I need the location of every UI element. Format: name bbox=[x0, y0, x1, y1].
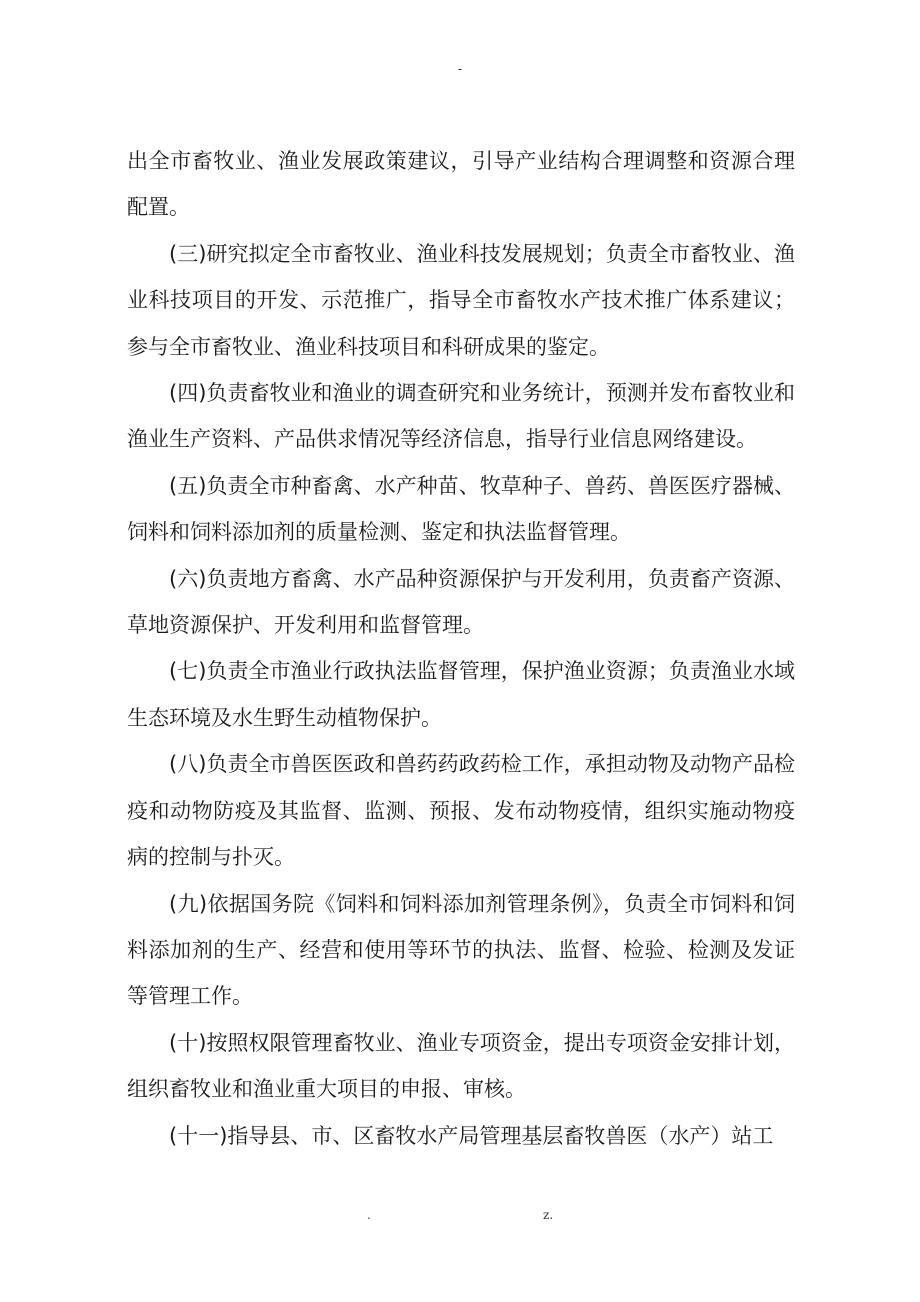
paragraph-item-10: (十)按照权限管理畜牧业、渔业专项资金，提出专项资金安排计划，组织畜牧业和渔业重大项目的申报、审核。 bbox=[127, 1030, 795, 1102]
paragraph-continuation: 出全市畜牧业、渔业发展政策建议，引导产业结构合理调整和资源合理配置。 bbox=[127, 149, 795, 220]
document-body bbox=[127, 138, 795, 1159]
paragraph-item-6: (六)负责地方畜禽、水产品种资源保护与开发利用，负责畜产资源、草地资源保护、开发利用和监督管理。 bbox=[127, 566, 795, 638]
paragraph-item-9: (九)依据国务院《饲料和饲料添加剂管理条例》，负责全市饲料和饲料添加剂的生产、经营和使用等环节的执法、监督、检验、检测及发证等管理工作。 bbox=[127, 891, 795, 1009]
paragraph-item-5: (五)负责全市种畜禽、水产种苗、牧草种子、兽药、兽医医疗器械、饲料和饲料添加剂的质量检测、鉴定和执法监督管理。 bbox=[127, 473, 795, 545]
paragraph-item-3: (三)研究拟定全市畜牧业、渔业科技发展规划；负责全市畜牧业、渔业科技项目的开发、示范推广，指导全市畜牧水产技术推广体系建议；参与全市畜牧业、渔业科技项目和科研成果的鉴定。 bbox=[127, 241, 795, 359]
paragraph-item-7: (七)负责全市渔业行政执法监督管理，保护渔业资源；负责渔业水域生态环境及水生野生动植物保护。 bbox=[127, 659, 795, 730]
paragraph-item-11: (十一)指导县、市、区畜牧水产局管理基层畜牧兽医（水产）站工 bbox=[169, 1123, 774, 1148]
footer-left-mark: . bbox=[367, 1208, 371, 1222]
header-mark: - bbox=[457, 62, 463, 76]
paragraph-item-8: (八)负责全市兽医医政和兽药药政药检工作，承担动物及动物产品检疫和动物防疫及其监督、监测、预报、发布动物疫情，组织实施动物疫病的控制与扑灭。 bbox=[127, 752, 795, 870]
footer-right-mark: z. bbox=[543, 1208, 554, 1222]
paragraph-item-4: (四)负责畜牧业和渔业的调查研究和业务统计，预测并发布畜牧业和渔业生产资料、产品供求情况等经济信息，指导行业信息网络建设。 bbox=[127, 381, 795, 452]
